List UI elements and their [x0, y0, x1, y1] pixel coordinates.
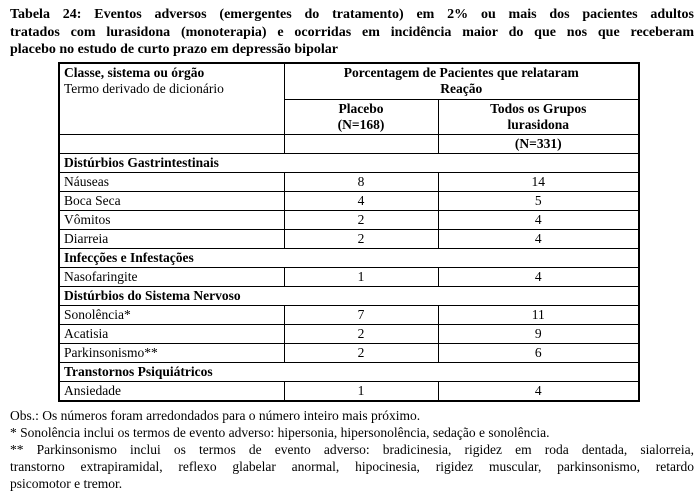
placebo-value: 1 — [284, 381, 438, 401]
table-row — [59, 324, 639, 343]
class-header-line: Classe, sistema ou órgão — [64, 64, 205, 80]
placebo-value: 2 — [284, 324, 438, 343]
header-row-top — [59, 63, 639, 100]
table-row — [59, 172, 639, 191]
lurasidona-value: 4 — [438, 229, 639, 248]
footnote-sonolencia: * Sonolência inclui os termos de evento adverso: hipersonia, hipersonolência, sedação e sonolência. — [10, 424, 550, 440]
placebo-header-cell — [284, 99, 438, 134]
caption-line-2: tratados com lurasidona (monoterapia) e ocorridas em incidência maior do que nos que receberam — [10, 24, 694, 40]
lurasidona-value: 4 — [438, 210, 639, 229]
percentage-header-line1: Porcentagem de Pacientes que relataram — [343, 65, 579, 80]
placebo-value: 4 — [284, 191, 438, 210]
table-row — [59, 343, 639, 362]
section-row — [59, 362, 639, 381]
percentage-header-cell — [284, 63, 639, 100]
caption-line-1: Tabela 24: Eventos adversos (emergentes do tratamento) em 2% ou mais dos pacientes adultos — [10, 7, 694, 22]
section-label: Distúrbios Gastrintestinais — [59, 153, 639, 172]
header-row-n — [59, 134, 639, 153]
row-label: Parkinsonismo** — [59, 343, 284, 362]
section-label: Infecções e Infestações — [59, 248, 639, 267]
row-label: Diarreia — [59, 229, 284, 248]
term-header-line: Termo derivado de dicionário — [64, 80, 224, 96]
footnote-obs: Obs.: Os números foram arredondados para o número inteiro mais próximo. — [10, 407, 421, 423]
row-label: Nasofaringite — [59, 267, 284, 286]
row-label: Vômitos — [59, 210, 284, 229]
row-label: Acatisia — [59, 324, 284, 343]
class-term-header-cell — [59, 63, 284, 135]
lurasidona-value: 11 — [438, 305, 639, 324]
section-label: Distúrbios do Sistema Nervoso — [59, 286, 639, 305]
row-label: Ansiedade — [59, 381, 284, 401]
lurasidona-header-line2: lurasidona — [507, 116, 570, 132]
table-row — [59, 305, 639, 324]
placebo-value: 1 — [284, 267, 438, 286]
row-label: Boca Seca — [59, 191, 284, 210]
footnote-parkinsonismo-line3: psicomotor e tremor. — [10, 475, 123, 491]
empty-cell — [59, 134, 284, 153]
placebo-header-line2: (N=168) — [337, 116, 385, 132]
footnote-parkinsonismo-line1: ** Parkinsonismo inclui os termos de evento adverso: bradicinesia, rigidez em roda dentada, sialorreia, — [10, 441, 694, 457]
caption-line-3: placebo no estudo de curto prazo em depressão bipolar — [10, 42, 338, 57]
row-label: Náuseas — [59, 172, 284, 191]
footnote-parkinsonismo-line2: transtorno extrapiramidal, reflexo glabelar anormal, hipocinesia, rigidez muscular, parkinsonismo, retardo — [10, 458, 694, 474]
table-row — [59, 210, 639, 229]
table-row — [59, 191, 639, 210]
percentage-header-line2: Reação — [440, 81, 483, 96]
lurasidona-value: 4 — [438, 267, 639, 286]
row-label: Sonolência* — [59, 305, 284, 324]
adverse-events-table — [58, 62, 640, 402]
lurasidona-value: 14 — [438, 172, 639, 191]
section-label: Transtornos Psiquiátricos — [59, 362, 639, 381]
placebo-value: 7 — [284, 305, 438, 324]
placebo-header-line1: Placebo — [338, 100, 384, 116]
lurasidona-value: 4 — [438, 381, 639, 401]
section-row — [59, 248, 639, 267]
lurasidona-header-cell — [438, 99, 639, 134]
placebo-value: 2 — [284, 229, 438, 248]
table-caption — [10, 6, 694, 59]
section-row — [59, 286, 639, 305]
lurasidona-header-line1: Todos os Grupos — [490, 100, 587, 116]
lurasidona-value: 5 — [438, 191, 639, 210]
placebo-value: 8 — [284, 172, 438, 191]
section-row — [59, 153, 639, 172]
placebo-value: 2 — [284, 210, 438, 229]
empty-cell — [284, 134, 438, 153]
table-row — [59, 267, 639, 286]
placebo-value: 2 — [284, 343, 438, 362]
lurasidona-value: 6 — [438, 343, 639, 362]
lurasidona-value: 9 — [438, 324, 639, 343]
lurasidona-n-cell: (N=331) — [438, 134, 639, 153]
footnotes — [10, 407, 694, 492]
table-row — [59, 381, 639, 401]
table-row — [59, 229, 639, 248]
